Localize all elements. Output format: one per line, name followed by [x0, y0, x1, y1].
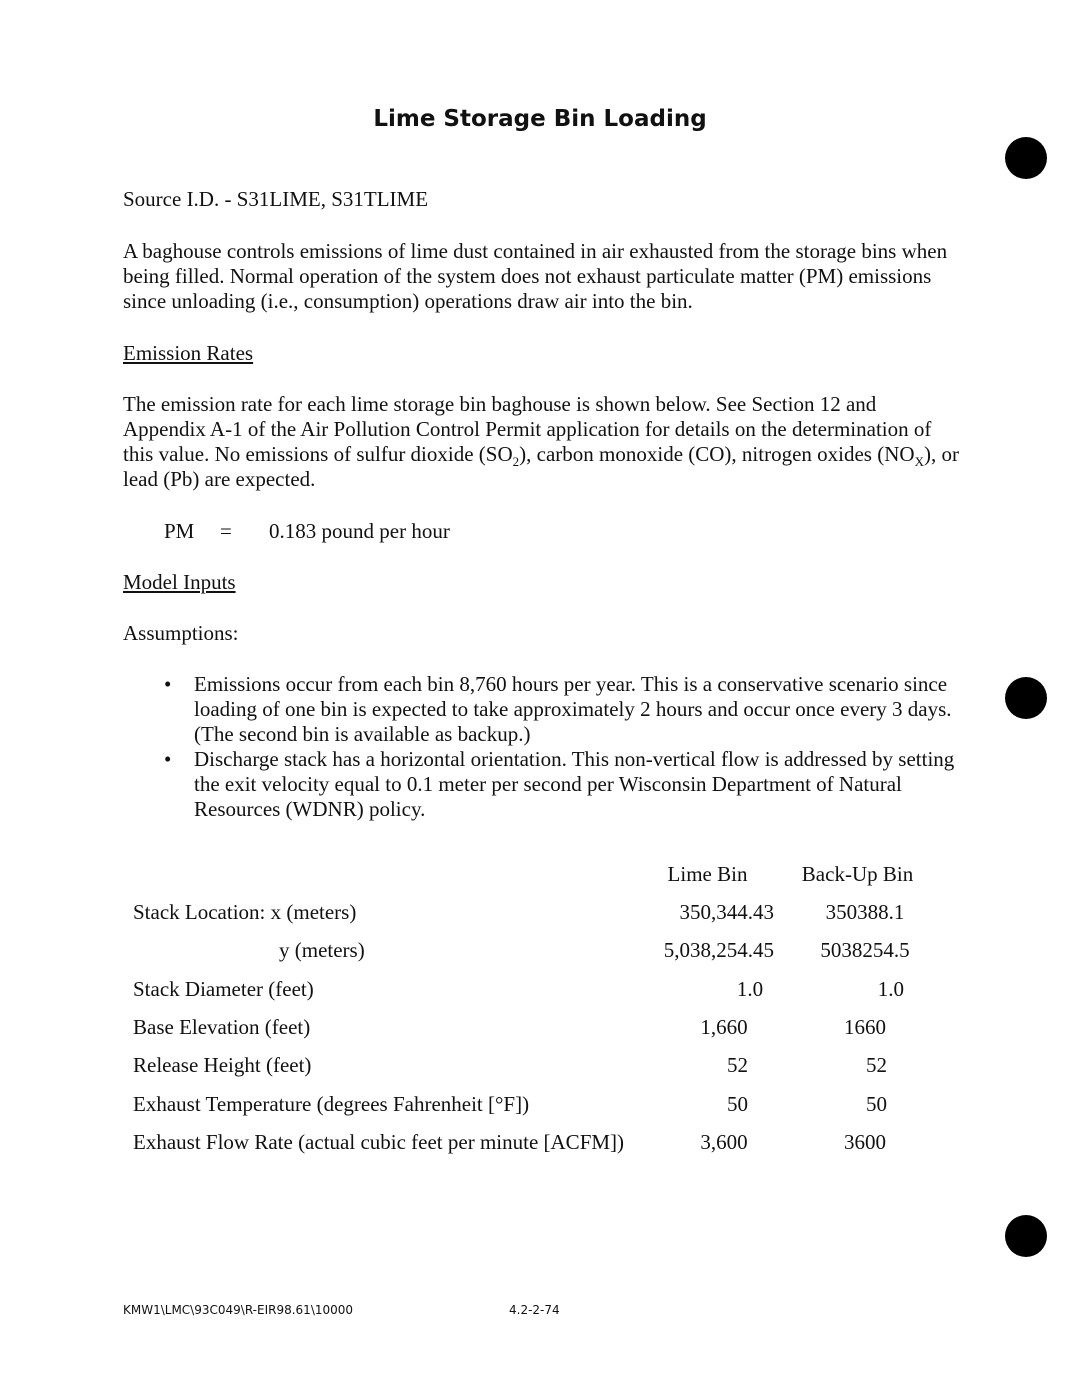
- list-item: • Emissions occur from each bin 8,760 hours per year. This is a conservative scenario since loading of one bin is expected to take approximately 2 hours and occur once every 3 days. (The second bin is available as backup.): [164, 672, 952, 746]
- cell-lime-release-height: 52: [727, 1053, 748, 1077]
- emission-paragraph: The emission rate for each lime storage bin baghouse is shown below. See Section 12 and Appendix A-1 of the Air Pollution Control Permit application for details on the determination of this value. No emissions of sulfur dioxide $(SO_2)$, carbon monoxide (CO), nitrogen oxides $(NO_X)$, or lead (Pb) are expected.: [123, 392, 959, 491]
- cell-lime-stack-x: 350,344.43: [679, 900, 774, 924]
- row-label-exhaust-flow-rate: Exhaust Flow Rate (actual cubic feet per minute [ACFM]): [133, 1130, 625, 1154]
- cell-backup-base-elevation: 1660: [844, 1015, 886, 1039]
- cell-lime-exhaust-temperature: 50: [727, 1092, 748, 1116]
- intro-paragraph: A baghouse controls emissions of lime dust contained in air exhausted from the storage bins when being filled. Normal operation of the system does not exhaust particulate matter (PM) emissions since unloading (i.e., consumption) operations draw air into the bin.: [123, 239, 948, 313]
- model-inputs-heading: Model Inputs: [123, 570, 236, 594]
- column-header-backup-bin: Back-Up Bin: [801, 862, 914, 886]
- pm-label: PM: [164, 519, 195, 543]
- footer-document-path: KMW1\LMC\93C049\R-EIR98.61\10000: [123, 1303, 354, 1317]
- row-label-stack-x: Stack Location: x (meters): [133, 900, 357, 924]
- cell-backup-exhaust-flow-rate: 3600: [844, 1130, 886, 1154]
- row-label-stack-diameter: Stack Diameter (feet): [133, 977, 314, 1001]
- source-id: Source I.D. - S31LIME, S31TLIME: [123, 187, 429, 211]
- pm-value: 0.183 pound per hour: [269, 519, 450, 543]
- list-item: • Discharge stack has a horizontal orientation. This non-vertical flow is addressed by setting the exit velocity equal to 0.1 meter per second per Wisconsin Department of Natural Resources (WDNR) policy.: [164, 747, 955, 821]
- bullet-icon: •: [164, 747, 172, 771]
- cell-backup-exhaust-temperature: 50: [866, 1092, 887, 1116]
- pm-equals: =: [220, 519, 232, 543]
- cell-lime-stack-y: 5,038,254.45: [663, 938, 774, 962]
- cell-backup-stack-x: 350388.1: [825, 900, 905, 924]
- bullet-icon: •: [164, 672, 172, 696]
- footer-page-number: 4.2-2-74: [509, 1303, 560, 1317]
- assumptions-label: Assumptions:: [123, 621, 239, 645]
- row-label-base-elevation: Base Elevation (feet): [133, 1015, 311, 1039]
- cell-backup-stack-diameter: 1.0: [877, 977, 904, 1001]
- row-label-exhaust-temperature: Exhaust Temperature (degrees Fahrenheit [°F]): [133, 1092, 530, 1116]
- cell-lime-stack-diameter: 1.0: [736, 977, 764, 1001]
- page-title: Lime Storage Bin Loading: [373, 106, 707, 132]
- cell-backup-release-height: 52: [866, 1053, 887, 1077]
- cell-backup-stack-y: 5038254.5: [820, 938, 910, 962]
- row-label-release-height: Release Height (feet): [133, 1053, 312, 1077]
- row-label-stack-y: y (meters): [279, 938, 365, 962]
- column-header-lime-bin: Lime Bin: [667, 862, 748, 886]
- cell-lime-base-elevation: 1,660: [700, 1015, 748, 1039]
- cell-lime-exhaust-flow-rate: 3,600: [700, 1130, 748, 1154]
- emission-rates-heading: Emission Rates: [123, 341, 254, 365]
